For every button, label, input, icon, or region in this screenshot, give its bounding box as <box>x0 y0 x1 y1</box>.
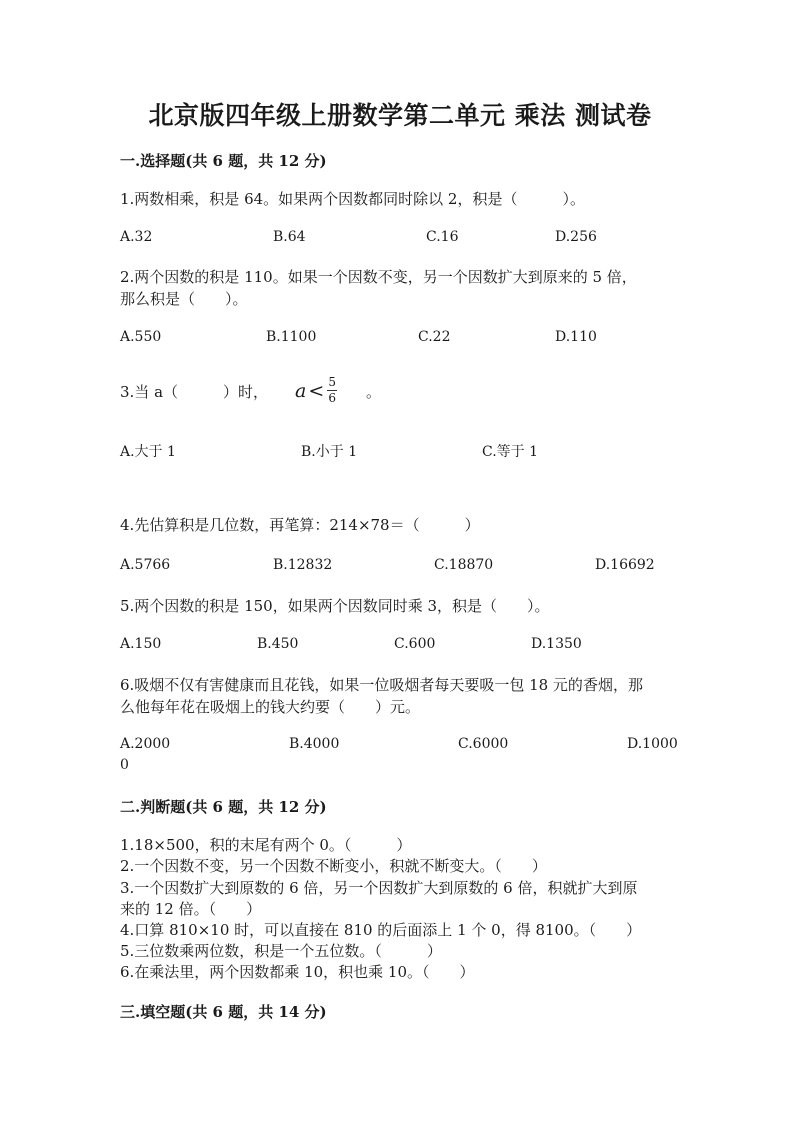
judgement-item-1: 1.18×500，积的末尾有两个 0。（ ） <box>120 836 412 854</box>
fraction-denominator: 6 <box>328 391 337 405</box>
q1-option-a: A.32 <box>120 229 153 245</box>
section-heading-fill-in: 三.填空题(共 6 题，共 14 分) <box>120 1003 327 1021</box>
q6-option-d-overflow: 0 <box>120 757 129 773</box>
q5-option-a: A.150 <box>120 636 162 652</box>
q1-option-c: C.16 <box>426 229 459 245</box>
question-4-text: 4.先估算积是几位数，再笔算：214×78＝（ ） <box>120 516 480 534</box>
judgement-item-6: 6.在乘法里，两个因数都乘 10，积也乘 10。（ ） <box>120 963 475 981</box>
judgement-item-3-line-2: 来的 12 倍。（ ） <box>120 900 262 918</box>
q5-option-d: D.1350 <box>531 636 582 652</box>
q3-option-a: A.大于 1 <box>120 444 176 460</box>
q2-option-c: C.22 <box>418 329 451 345</box>
question-6-line-2: 么他每年花在吸烟上的钱大约要（ ）元。 <box>120 698 421 716</box>
math-variable: a <box>295 379 307 402</box>
q4-option-b: B.12832 <box>273 557 333 573</box>
section-heading-choice: 一.选择题(共 6 题，共 12 分) <box>120 152 327 170</box>
question-1-text: 1.两数相乘，积是 64。如果两个因数都同时除以 2，积是（ ）。 <box>120 190 585 208</box>
q3-option-b: B.小于 1 <box>301 444 358 460</box>
q5-option-c: C.600 <box>394 636 436 652</box>
question-2-line-1: 2.两个因数的积是 110。如果一个因数不变，另一个因数扩大到原来的 5 倍， <box>120 268 637 286</box>
q6-option-c: C.6000 <box>458 736 509 752</box>
fraction <box>327 376 337 405</box>
q5-option-b: B.450 <box>257 636 299 652</box>
fraction-numerator: 5 <box>328 375 337 389</box>
section-heading-judgement: 二.判断题(共 6 题，共 12 分) <box>120 798 327 816</box>
q2-option-d: D.110 <box>555 329 597 345</box>
q3-option-c: C.等于 1 <box>482 444 539 460</box>
page-title: 北京版四年级上册数学第二单元 乘法 测试卷 <box>148 101 652 130</box>
q1-option-d: D.256 <box>555 229 597 245</box>
q1-option-b: B.64 <box>273 229 306 245</box>
judgement-item-3-line-1: 3.一个因数扩大到原数的 6 倍，另一个因数扩大到原数的 6 倍，积就扩大到原 <box>120 879 638 897</box>
judgement-item-2: 2.一个因数不变，另一个因数不断变小，积就不断变大。（ ） <box>120 857 547 875</box>
q4-option-c: C.18870 <box>434 557 494 573</box>
judgement-item-4: 4.口算 810×10 时，可以直接在 810 的后面添上 1 个 0，得 8100。（ ） <box>120 921 642 939</box>
question-5-text: 5.两个因数的积是 150，如果两个因数同时乘 3，积是（ ）。 <box>120 597 550 615</box>
q4-option-d: D.16692 <box>595 557 655 573</box>
question-2-line-2: 那么积是（ ）。 <box>120 290 248 308</box>
q6-option-d: D.1000 <box>627 736 678 752</box>
question-3-end: 。 <box>366 383 382 401</box>
question-6-line-1: 6.吸烟不仅有害健康而且花钱，如果一位吸烟者每天要吸一包 18 元的香烟，那 <box>120 676 643 694</box>
q6-option-a: A.2000 <box>120 736 171 752</box>
q2-option-b: B.1100 <box>266 329 317 345</box>
math-operator: < <box>308 379 325 402</box>
q6-option-b: B.4000 <box>289 736 340 752</box>
q2-option-a: A.550 <box>120 329 162 345</box>
judgement-item-5: 5.三位数乘两位数，积是一个五位数。（ ） <box>120 942 442 960</box>
question-3-text: 3.当 a（ ）时， <box>120 383 269 401</box>
q4-option-a: A.5766 <box>120 557 171 573</box>
inequality-formula <box>295 376 337 405</box>
